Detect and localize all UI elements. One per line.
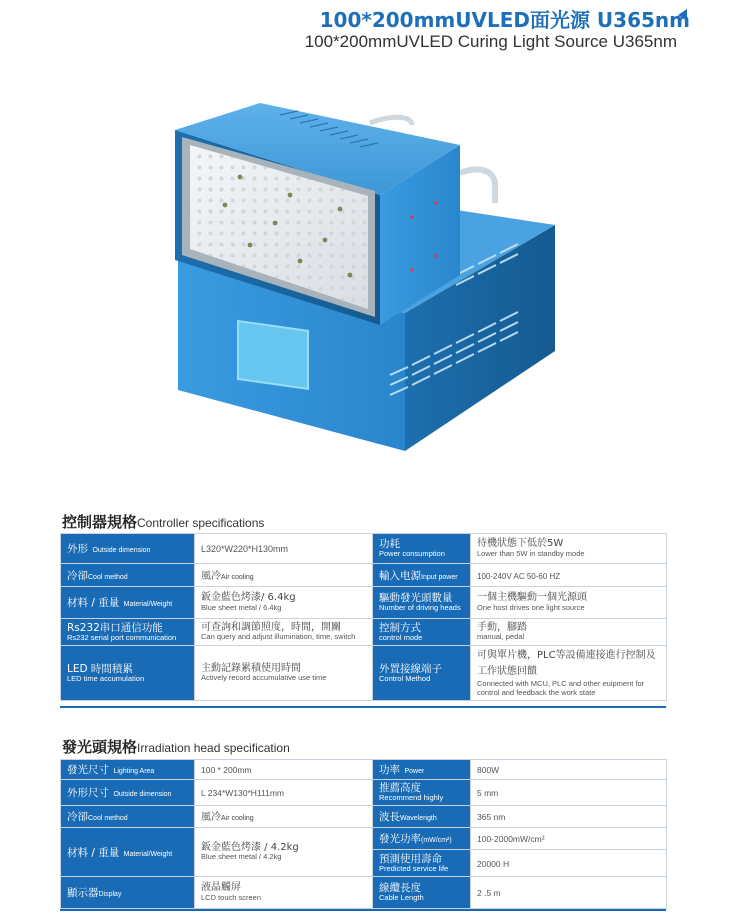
table-row: 材料 / 重量 Material/Weight 鈑金藍色烤漆/ 6.4kg Blue sheet metal / 6.4kg 驅動發光頭數量 Number of driving heads 一個主機驅動一個光源頭 One host drives one light source (61, 587, 667, 619)
table-row: LED 時間積累 LED time accumulation 主動記錄累積使用時間 Actively record accumulative use time 外置接線端子 Control Method 可與單片機，PLC等設備連接進行控制及工作狀態回饋 Connected with MCU, PLC and other euipment for control and feedback the work state (61, 646, 667, 701)
table-row: 外形尺寸 Outside dimension L 234*W130*H111mm 推薦高度 Recommend highly 5 mm (61, 780, 667, 806)
head-section-title: 發光頭規格Irradiation head specification (62, 738, 290, 756)
table-row: 發光尺寸 Lighting Area 100 * 200mm 功率 Power 800W (61, 760, 667, 780)
controller-section-title: 控制器規格Controller specifications (62, 513, 265, 531)
arrow-left-icon (678, 9, 687, 21)
table-row: 冷卻Cool method 風冷Air cooling 輸入电源Input power 100-240V AC 50-60 HZ (61, 564, 667, 587)
table-row: 冷卻Cool method 風冷Air cooling 波長Wavelength 365 nm (61, 806, 667, 828)
controller-spec-table (60, 533, 667, 701)
divider (60, 706, 666, 708)
divider (60, 909, 666, 911)
head-spec-table (60, 759, 667, 909)
table-row: 外形 Outside dimension L320*W220*H130mm 功耗 Power consumption 待機狀態下低於5W Lower than 5W in standby mode (61, 534, 667, 564)
table-row: 顯示器Display 液晶觸屏 LCD touch screen 線纜長度 Cable Length 2 .5 m (61, 877, 667, 909)
table-row: 材料 / 重量 Material/Weight 鈑金藍色烤漆 / 4.2kg Blue sheet metal / 4.2kg 發光功率(mW/cm²) 100-2000mW/cm² (61, 828, 667, 850)
table-row: Rs232串口通信功能 Rs232 serial port communication 可查詢和調節照度，時間，開關 Can query and adjust illumination, time, switch 控制方式 control mode 手動，腳踏 manual, pedal (61, 619, 667, 646)
table-row: 預測使用壽命 Predicted service life 20000 H (61, 850, 667, 877)
page-subtitle: 100*200mmUVLED Curing Light Source U365nm (304, 32, 677, 51)
page-title: 100*200mmUVLED面光源 U365nm (319, 8, 690, 32)
product-image (150, 85, 570, 465)
